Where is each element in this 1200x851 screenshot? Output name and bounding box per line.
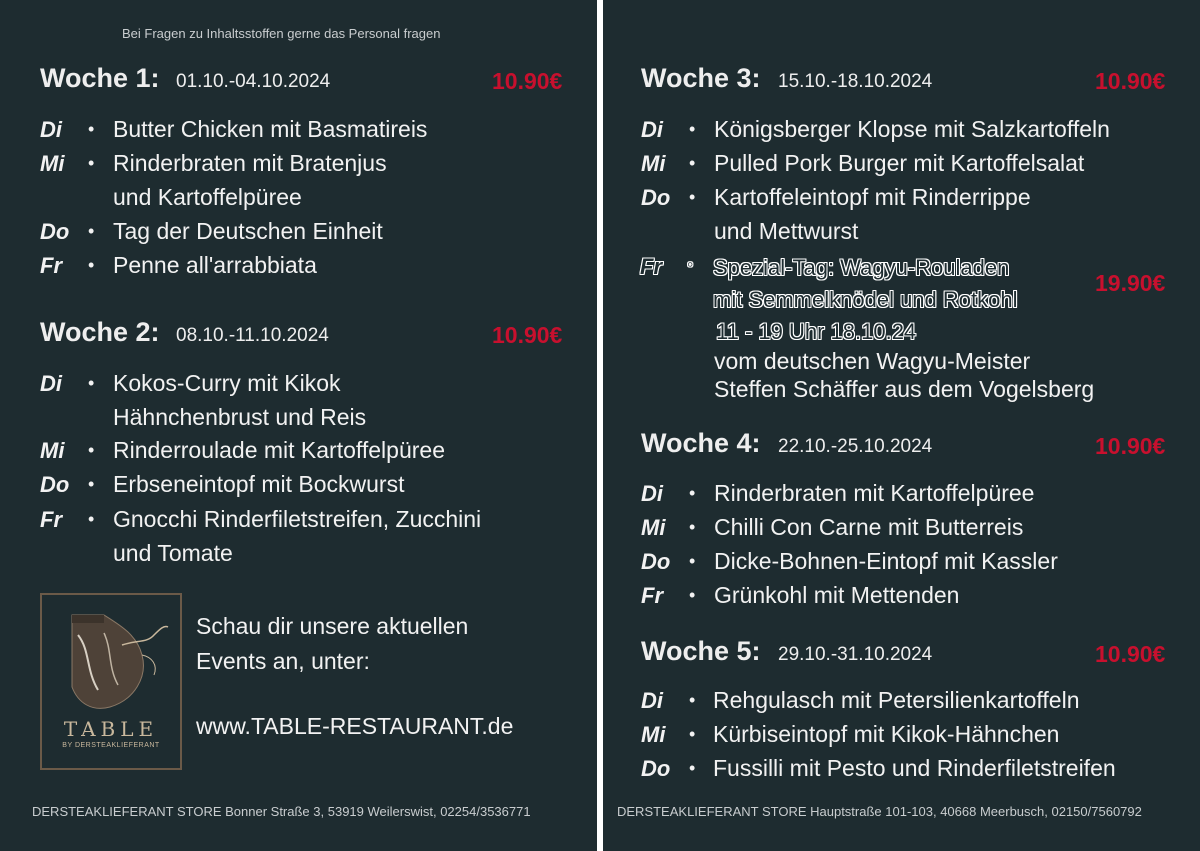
special-line-2: mit Semmelknödel und Rotkohl: [713, 287, 1018, 312]
week-4-price: 10.90€: [1095, 433, 1166, 459]
day-label: Di: [641, 688, 663, 713]
bullet: •: [88, 474, 95, 494]
week-3-price: 10.90€: [1095, 68, 1166, 94]
bullet: •: [689, 483, 696, 503]
dish-line: Rinderroulade mit Kartoffelpüree: [113, 437, 445, 463]
bullet: •: [88, 509, 95, 529]
dish-line: Rinderbraten mit Kartoffelpüree: [714, 480, 1035, 506]
dish-line: und Mettwurst: [714, 218, 859, 244]
day-label: Do: [40, 219, 70, 244]
week-1-dates: 01.10.-04.10.2024: [176, 71, 331, 92]
bullet: •: [689, 690, 696, 710]
bullet: •: [689, 724, 696, 744]
week-5-dates: 29.10.-31.10.2024: [778, 644, 933, 665]
day-label: Fr: [40, 253, 62, 278]
day-label: Do: [641, 549, 671, 574]
day-label: Di: [641, 481, 663, 506]
left-menu-panel: [0, 0, 597, 851]
dish-line: Königsberger Klopse mit Salzkartoffeln: [714, 116, 1110, 142]
dish-line: Penne all'arrabbiata: [113, 252, 317, 278]
dish-line: Fussilli mit Pesto und Rinderfiletstreifen: [713, 755, 1116, 781]
events-line-2: Events an, unter:: [196, 648, 370, 674]
store-address-footer: DERSTEAKLIEFERANT STORE Hauptstraße 101-103, 40668 Meerbusch, 02150/7560792: [617, 804, 1142, 819]
dish-line: Grünkohl mit Mettenden: [714, 582, 960, 608]
bullet: •: [689, 517, 696, 537]
dish-line: Hähnchenbrust und Reis: [113, 404, 367, 430]
week-5-price: 10.90€: [1095, 641, 1166, 667]
website-link[interactable]: www.TABLE-RESTAURANT.de: [196, 713, 514, 739]
dish-line: Rinderbraten mit Bratenjus: [113, 150, 387, 176]
dish-line: Gnocchi Rinderfiletstreifen, Zucchini: [113, 506, 482, 532]
week-3-dates: 15.10.-18.10.2024: [778, 71, 933, 92]
week-2-dates: 08.10.-11.10.2024: [176, 325, 329, 346]
bullet: •: [88, 221, 95, 241]
logo-subline: BY DERSTEAKLIEFERANT: [62, 742, 160, 749]
special-time: 11 - 19 Uhr 18.10.24: [716, 319, 917, 344]
bullet: •: [689, 187, 696, 207]
special-bullet: ◦: [687, 254, 694, 274]
day-label: Mi: [40, 438, 65, 463]
week-2-price: 10.90€: [492, 322, 563, 348]
bullet: •: [88, 373, 95, 393]
dish-line: Dicke-Bohnen-Eintopf mit Kassler: [714, 548, 1058, 574]
events-line-1: Schau dir unsere aktuellen: [196, 613, 469, 639]
bullet: •: [88, 153, 95, 173]
day-label: Do: [641, 756, 671, 781]
dish-line: Erbseneintopf mit Bockwurst: [113, 471, 405, 497]
bullet: •: [689, 585, 696, 605]
dish-line: Kokos-Curry mit Kikok: [113, 370, 341, 396]
day-label: Di: [40, 117, 62, 142]
week-4-dates: 22.10.-25.10.2024: [778, 436, 933, 457]
dish-line: Chilli Con Carne mit Butterreis: [714, 514, 1024, 540]
special-line-4: Steffen Schäffer aus dem Vogelsberg: [714, 376, 1095, 402]
special-price: 19.90€: [1095, 270, 1166, 296]
bullet: •: [88, 119, 95, 139]
special-day-label: Fr: [640, 254, 662, 279]
week-1-price: 10.90€: [492, 68, 563, 94]
week-3-title: Woche 3:: [641, 63, 761, 93]
special-line-1: Spezial-Tag: Wagyu-Rouladen: [713, 255, 1010, 280]
day-label: Mi: [40, 151, 65, 176]
right-menu-panel: [603, 0, 1200, 851]
dish-line: Butter Chicken mit Basmatireis: [113, 116, 428, 142]
day-label: Di: [40, 371, 62, 396]
store-address-footer: DERSTEAKLIEFERANT STORE Bonner Straße 3, 53919 Weilerswist, 02254/3536771: [32, 804, 531, 819]
day-label: Fr: [40, 507, 62, 532]
day-label: Do: [641, 185, 671, 210]
day-label: Mi: [641, 722, 666, 747]
bullet: •: [689, 758, 696, 778]
allergen-note: Bei Fragen zu Inhaltsstoffen gerne das Personal fragen: [122, 26, 441, 41]
bullet: •: [689, 119, 696, 139]
day-label: Mi: [641, 151, 666, 176]
week-1-title: Woche 1:: [40, 63, 160, 93]
day-label: Fr: [641, 583, 663, 608]
day-label: Mi: [641, 515, 666, 540]
dish-line: und Tomate: [113, 540, 233, 566]
special-line-3: vom deutschen Wagyu-Meister: [714, 348, 1031, 374]
bullet: •: [689, 153, 696, 173]
dish-line: Kürbiseintopf mit Kikok-Hähnchen: [713, 721, 1060, 747]
day-label: Di: [641, 117, 663, 142]
steak-board-logo-icon: [42, 595, 180, 715]
logo-wordmark: TABLE: [63, 717, 159, 741]
bullet: •: [88, 255, 95, 275]
week-4-title: Woche 4:: [641, 428, 761, 458]
week-2-title: Woche 2:: [40, 317, 160, 347]
bullet: •: [88, 440, 95, 460]
day-label: Do: [40, 472, 70, 497]
dish-line: Pulled Pork Burger mit Kartoffelsalat: [714, 150, 1085, 176]
dish-line: und Kartoffelpüree: [113, 184, 302, 210]
dish-line: Tag der Deutschen Einheit: [113, 218, 383, 244]
dish-line: Rehgulasch mit Petersilienkartoffeln: [713, 687, 1080, 713]
week-5-title: Woche 5:: [641, 636, 761, 666]
bullet: •: [689, 551, 696, 571]
table-restaurant-logo: [40, 593, 182, 770]
dish-line: Kartoffeleintopf mit Rinderrippe: [714, 184, 1031, 210]
